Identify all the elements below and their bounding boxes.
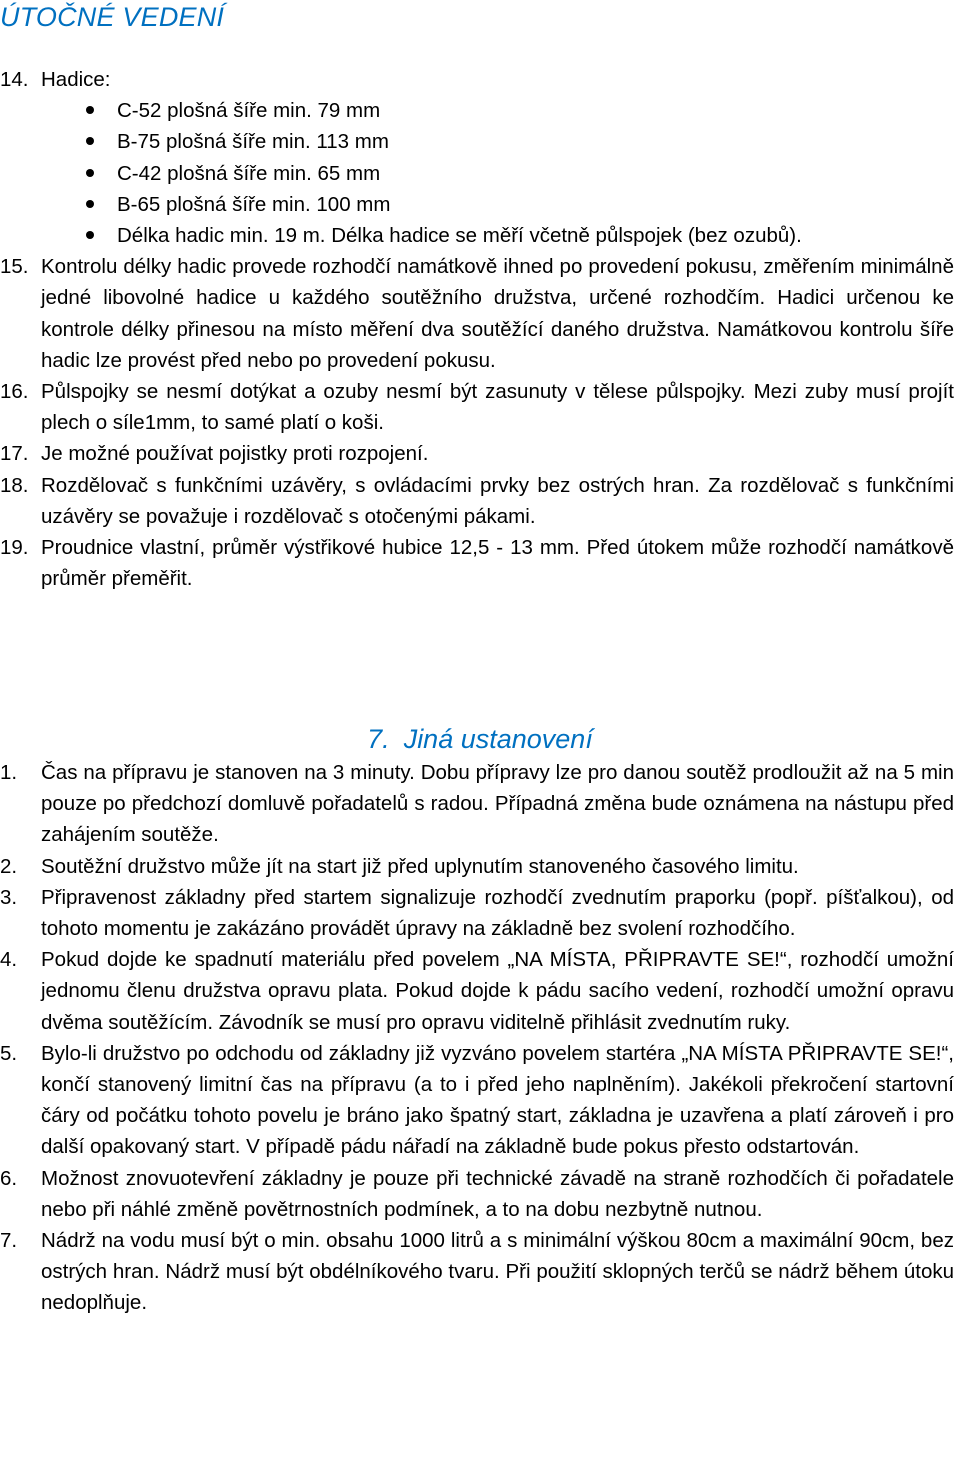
list-item: [0, 376, 960, 438]
section-title-text: Jiná ustanovení: [403, 724, 593, 754]
item-text: Půlspojky se nesmí dotýkat a ozuby nesmí být zasunuty v tělese půlspojky. Mezi zuby musí projít plech o síle1mm, to samé platí o koši.: [41, 380, 954, 435]
bullet-item: B-75 plošná šíře min. 113 mm: [0, 126, 960, 157]
section-number: 7.: [367, 724, 390, 754]
list-item: [0, 757, 960, 851]
item-number: 16.: [0, 380, 29, 404]
item-number: 18.: [0, 473, 29, 497]
item-number: 14.: [0, 68, 29, 91]
item-text: Možnost znovuotevření základny je pouze při technické závadě na straně rozhodčích či pořadatele nebo při náhlé změně povětrnostních podmínek, a to na dobu nezbytně nutnou.: [41, 1166, 954, 1221]
bullet-item: B-65 plošná šíře min. 100 mm: [0, 189, 960, 220]
list-item: [0, 251, 960, 376]
bullet-icon: [86, 169, 94, 177]
item-number: 1.: [0, 761, 18, 784]
list-item: [0, 851, 960, 882]
bullet-icon: [86, 200, 94, 208]
item-text: Hadice:: [41, 68, 111, 91]
item-number: 17.: [0, 442, 29, 466]
list-item: [0, 532, 960, 594]
list-item: [0, 1225, 960, 1319]
item-number: 2.: [0, 854, 18, 878]
item-number: 15.: [0, 255, 29, 279]
item-text: Soutěžní družstvo může jít na start již před uplynutím stanoveného časového limitu.: [41, 854, 799, 878]
item-text: Nádrž na vodu musí být o min. obsahu 1000 litrů a s minimální výškou 80cm a maximální 90cm, bez ostrých hran. Nádrž musí být obdélníkového tvaru. Při použití sklopných terčů se nádrž během útoku nedoplňuje.: [41, 1229, 954, 1315]
section-title: [0, 722, 960, 756]
list-item: [0, 470, 960, 532]
item-text: Připravenost základny před startem signalizuje rozhodčí zvednutím praporku (popř. píšťalkou), od tohoto momentu je zakázáno provádět úpravy na základně bez svolení rozhodčího.: [41, 885, 954, 941]
rules-list-b: [0, 757, 960, 1319]
list-item: [0, 438, 960, 469]
list-item: [0, 64, 960, 95]
bullet-list: [0, 95, 960, 251]
item-number: 6.: [0, 1166, 18, 1190]
bullet-icon: [86, 231, 94, 239]
bullet-icon: [86, 106, 94, 114]
item-text: Je možné používat pojistky proti rozpojení.: [41, 442, 429, 466]
item-text: Bylo-li družstvo po odchodu od základny již vyzváno povelem startéra „NA MÍSTA PŘIPRAVTE SE!“, končí stanovený limitní čas na přípravu (a to i před jeho naplněním). Jakékoli překročení startovní čáry od počátku tohoto povelu je bráno jako špatný start, základna je uzavřena a platí zároveň i pro další opakovaný start. V případě pádu nářadí na základně bude pokus přesto odstartován.: [41, 1041, 954, 1159]
item-number: 4.: [0, 948, 18, 972]
list-item: [0, 1038, 960, 1163]
section-heading: ÚTOČNÉ VEDENÍ: [0, 2, 225, 32]
list-item: [0, 882, 960, 944]
bullet-item: C-52 plošná šíře min. 79 mm: [0, 95, 960, 126]
item-number: 3.: [0, 885, 18, 909]
bullet-item: Délka hadic min. 19 m. Délka hadice se měří včetně půlspojek (bez ozubů).: [0, 220, 960, 251]
item-text: Pokud dojde ke spadnutí materiálu před povelem „NA MÍSTA, PŘIPRAVTE SE!“, rozhodčí umožní jednomu členu družstva opravu plata. Pokud dojde k pádu sacího vedení, rozhodčí umožní opravu dvěma soutěžícím. Závodník se musí pro opravu viditelně přihlásit zvednutím ruky.: [41, 948, 954, 1034]
item-text: Kontrolu délky hadic provede rozhodčí namátkově ihned po provedení pokusu, změřením minimálně jedné libovolné hadice u každého soutěžního družstva, určené rozhodčím. Hadici určenou ke kontrole délky přinesou na místo měření dva soutěžící daného družstva. Namátkovou kontrolu šíře hadic lze provést před nebo po provedení pokusu.: [41, 255, 954, 372]
list-item: [0, 1163, 960, 1225]
item-text: Rozdělovač s funkčními uzávěry, s ovládacími prvky bez ostrých hran. Za rozdělovač s funkčními uzávěry se považuje i rozdělovač s otočenými pákami.: [41, 473, 954, 528]
item-text: Čas na přípravu je stanoven na 3 minuty. Dobu přípravy lze pro danou soutěž prodloužit až na 5 min pouze po předchozí domluvě pořadatelů s radou. Případná změna bude oznámena na nástupu před zahájením soutěže.: [41, 761, 954, 847]
bullet-item: C-42 plošná šíře min. 65 mm: [0, 158, 960, 189]
list-item: [0, 944, 960, 1038]
rules-list-a: [0, 64, 960, 594]
item-number: 5.: [0, 1041, 18, 1065]
bullet-icon: [86, 137, 94, 145]
item-number: 19.: [0, 536, 29, 560]
item-text: Proudnice vlastní, průměr výstřikové hubice 12,5 - 13 mm. Před útokem může rozhodčí namátkově průměr přeměřit.: [41, 536, 954, 591]
item-number: 7.: [0, 1229, 18, 1253]
